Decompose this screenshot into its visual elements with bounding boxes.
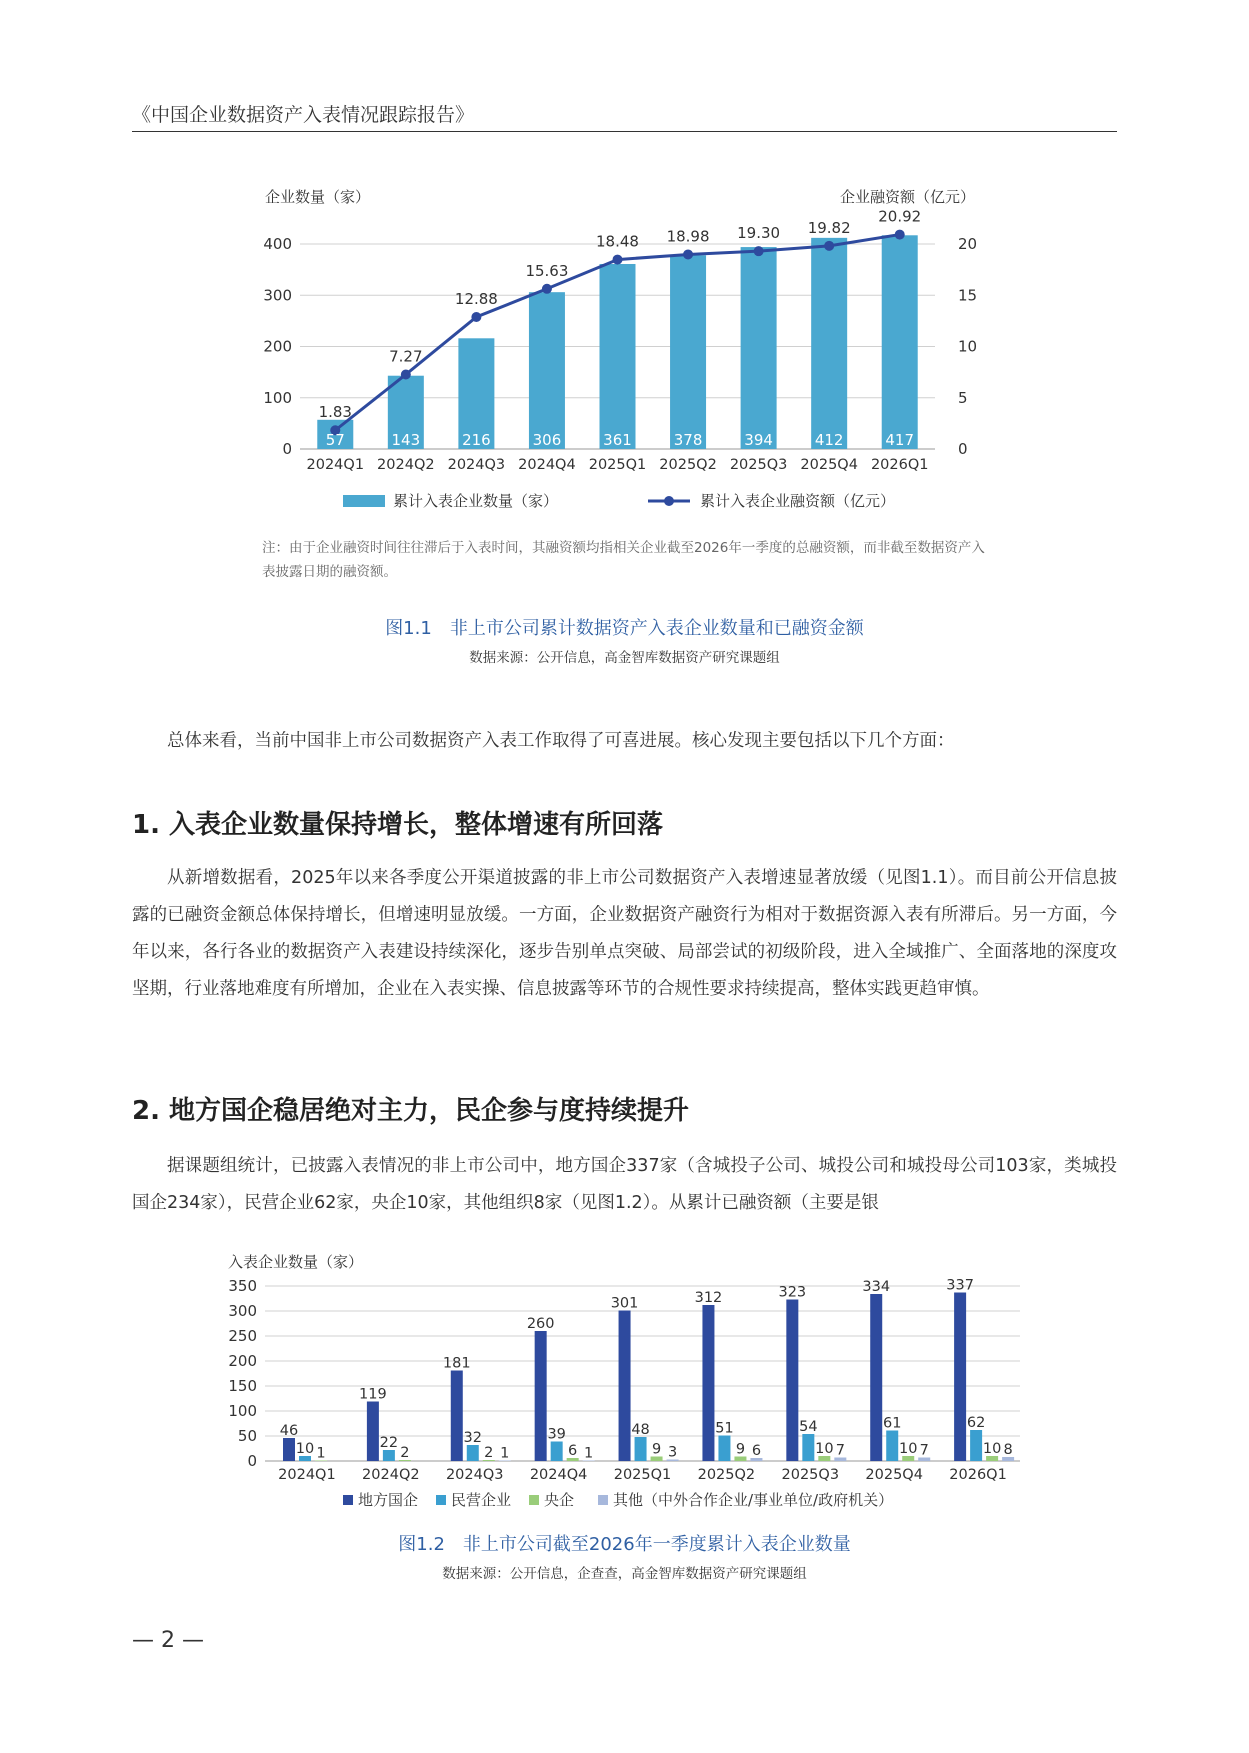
chart2-bar <box>467 1445 479 1461</box>
chart1-left-tick-label: 300 <box>263 286 292 305</box>
chart2-y-tick-label: 100 <box>228 1402 257 1420</box>
chart1-line-point <box>895 230 905 240</box>
chart2-x-tick-label: 2024Q1 <box>278 1467 336 1483</box>
chart1-x-tick-label: 2024Q4 <box>518 457 576 473</box>
chart2-x-tick-label: 2025Q4 <box>865 1467 923 1483</box>
chart1-bar-value-label: 216 <box>462 431 491 449</box>
chart1-bar-value-label: 378 <box>673 431 703 449</box>
chart2-x-tick-label: 2025Q1 <box>613 1467 672 1483</box>
chart2-legend-swatch <box>343 1495 353 1505</box>
chart1-line-value-label: 18.98 <box>666 227 710 246</box>
chart1-bar-value-label: 57 <box>325 431 345 449</box>
chart1-bar-value-label: 143 <box>391 431 421 449</box>
chart2-bar-value-label: 2 <box>484 1445 494 1461</box>
chart1-left-tick-label: 200 <box>263 337 292 356</box>
section-2-heading: 2. 地方国企稳居绝对主力，民企参与度持续提升 <box>132 1096 690 1126</box>
page-number: — 2 — <box>132 1628 204 1653</box>
chart2-bar-value-label: 2 <box>400 1445 410 1461</box>
chart1-x-tick-label: 2026Q1 <box>870 457 929 473</box>
chart1-bar <box>600 264 636 449</box>
intro-paragraph: 总体来看，当前中国非上市公司数据资产入表工作取得了可喜进展。核心发现主要包括以下几个方面： <box>167 731 955 751</box>
chart1-left-tick-label: 400 <box>263 235 292 253</box>
chart2-x-tick-label: 2024Q4 <box>529 1467 588 1483</box>
chart1-right-tick-label: 15 <box>958 286 978 305</box>
chart2-bar <box>886 1431 898 1462</box>
chart2-bar-value-label: 1 <box>584 1445 594 1462</box>
chart2-bar-value-label: 46 <box>279 1423 299 1439</box>
chart1-legend-line-label: 累计入表企业融资额（亿元） <box>700 492 896 510</box>
chart2-y-axis-title: 入表企业数量（家） <box>228 1253 364 1271</box>
chart2-x-tick-label: 2025Q3 <box>781 1467 840 1483</box>
chart2-legend-label: 其他（中外合作企业/事业单位/政府机关） <box>613 1491 894 1509</box>
chart1-line-value-label: 20.92 <box>878 207 922 226</box>
chart1-line-value-label: 19.82 <box>807 218 851 237</box>
chart1-bar <box>882 235 918 449</box>
chart2-bar-value-label: 48 <box>631 1422 650 1438</box>
chart1-right-tick-label: 0 <box>958 440 968 458</box>
chart2-x-tick-label: 2026Q1 <box>949 1467 1007 1483</box>
chart1-bar-value-label: 306 <box>532 431 562 449</box>
chart2-bar-value-label: 61 <box>882 1415 902 1432</box>
chart2-bar <box>702 1305 714 1461</box>
chart2-bar <box>551 1442 563 1462</box>
chart2-legend-label: 央企 <box>544 1491 575 1509</box>
chart1-line-value-label: 15.63 <box>525 261 569 280</box>
chart2-y-tick-label: 150 <box>228 1377 257 1395</box>
chart1-legend-line-marker <box>664 496 674 506</box>
chart2-bar-value-label: 301 <box>610 1295 639 1312</box>
chart2-bar <box>718 1436 730 1462</box>
chart1-bar <box>670 255 706 449</box>
chart2-x-tick-label: 2025Q2 <box>697 1467 756 1483</box>
chart1-line-point <box>542 284 552 294</box>
chart2-bar-value-label: 119 <box>359 1386 387 1403</box>
chart2-bar-value-label: 6 <box>568 1443 578 1459</box>
chart1-line-point <box>754 246 764 256</box>
chart1-line-point <box>824 241 834 251</box>
chart1-line-value-label: 18.48 <box>596 232 639 251</box>
chart2-legend-swatch <box>529 1495 539 1505</box>
chart2-bar-value-label: 9 <box>735 1441 746 1458</box>
chart2-bar <box>451 1371 463 1462</box>
chart1-bar-value-label: 412 <box>814 431 844 449</box>
chart1-note: 注：由于企业融资时间往往滞后于入表时间，其融资额均指相关企业截至2026年一季度的总融资额，而非截至数据资产入表披露日期的融资额。 <box>262 540 985 580</box>
chart2-legend-swatch <box>436 1495 446 1505</box>
figure-2-caption: 图1.2 非上市公司截至2026年一季度累计入表企业数量 <box>398 1534 851 1555</box>
chart1-x-tick-label: 2024Q3 <box>447 457 506 473</box>
chart2-y-tick-label: 300 <box>228 1302 257 1320</box>
chart2-bar-value-label: 10 <box>815 1441 834 1457</box>
chart2-bar-value-label: 337 <box>946 1277 974 1294</box>
chart2-bar <box>970 1430 982 1461</box>
chart2-x-tick-label: 2024Q2 <box>362 1467 420 1483</box>
chart2-bar <box>619 1311 631 1462</box>
chart2-bar <box>954 1293 966 1462</box>
chart1-x-tick-label: 2025Q1 <box>588 457 647 473</box>
figure-1-caption: 图1.1 非上市公司累计数据资产入表企业数量和已融资金额 <box>385 618 864 639</box>
chart1-line-value-label: 19.30 <box>737 224 781 243</box>
chart1-x-tick-label: 2024Q1 <box>306 457 365 473</box>
chart1-line-value-label: 12.88 <box>454 289 498 308</box>
chart2-bar-value-label: 8 <box>1003 1442 1013 1458</box>
chart2-bar-value-label: 312 <box>694 1290 723 1306</box>
chart2-bar-value-label: 3 <box>667 1444 678 1461</box>
chart2-bar-value-label: 260 <box>526 1316 555 1332</box>
chart2-bar-value-label: 10 <box>982 1441 1002 1457</box>
chart2-bar-value-label: 334 <box>862 1279 891 1295</box>
chart1-line-point <box>471 312 481 322</box>
section-1-heading: 1. 入表企业数量保持增长，整体增速有所回落 <box>132 810 664 840</box>
chart2-bar-value-label: 62 <box>966 1415 986 1431</box>
chart1-line-point <box>613 255 623 265</box>
chart2-bar-value-label: 32 <box>463 1430 483 1446</box>
chart2-y-tick-label: 50 <box>237 1427 257 1445</box>
chart2-bar-value-label: 9 <box>651 1441 662 1458</box>
chart2-y-tick-label: 200 <box>228 1352 257 1370</box>
chart1-right-axis-title: 企业融资额（亿元） <box>839 188 975 206</box>
chart-1 <box>0 0 1249 540</box>
chart2-bar-value-label: 6 <box>751 1443 762 1459</box>
chart1-x-tick-label: 2025Q2 <box>659 457 717 473</box>
chart2-y-tick-label: 0 <box>247 1452 257 1470</box>
chart1-line-value-label: 1.83 <box>318 403 352 422</box>
chart1-left-axis-title: 企业数量（家） <box>265 188 371 206</box>
chart2-y-tick-label: 350 <box>228 1277 257 1295</box>
chart2-legend-swatch <box>598 1495 608 1505</box>
figure-2-source: 数据来源：公开信息，企查查，高金智库数据资产研究课题组 <box>442 1566 807 1582</box>
running-header: 《中国企业数据资产入表情况跟踪报告》 <box>132 104 475 126</box>
chart1-bar-value-label: 417 <box>885 431 915 449</box>
chart1-left-tick-label: 0 <box>282 440 292 458</box>
chart1-line-point <box>401 369 411 379</box>
chart1-bar <box>811 238 847 449</box>
chart1-legend-bar-label: 累计入表企业数量（家） <box>393 492 559 510</box>
chart2-bar-value-label: 1 <box>500 1445 510 1462</box>
chart2-bar-value-label: 323 <box>778 1284 807 1301</box>
chart2-bar <box>802 1434 814 1461</box>
chart2-bar-value-label: 10 <box>898 1441 918 1457</box>
chart2-bar <box>786 1300 798 1462</box>
chart2-bar <box>535 1331 547 1461</box>
chart1-left-tick-label: 100 <box>263 388 292 407</box>
chart2-bar-value-label: 181 <box>442 1355 471 1372</box>
chart2-bar-value-label: 22 <box>379 1435 399 1451</box>
chart1-legend-bar-swatch <box>343 495 385 507</box>
chart1-x-tick-label: 2025Q4 <box>800 457 858 473</box>
chart2-legend-label: 民营企业 <box>451 1491 512 1509</box>
chart2-bar <box>635 1437 647 1461</box>
chart2-bar-value-label: 39 <box>547 1426 566 1443</box>
chart1-line-value-label: 7.27 <box>389 347 423 366</box>
chart1-line-point <box>683 249 693 259</box>
chart1-right-tick-label: 20 <box>958 235 978 253</box>
chart1-x-tick-label: 2025Q3 <box>729 457 788 473</box>
chart2-bar <box>283 1438 295 1461</box>
chart2-bar-value-label: 54 <box>799 1419 818 1435</box>
chart2-bar-value-label: 51 <box>715 1420 734 1437</box>
chart2-bar-value-label: 10 <box>295 1441 315 1457</box>
chart2-x-tick-label: 2024Q3 <box>445 1467 504 1483</box>
chart2-bar-value-label: 7 <box>835 1442 845 1459</box>
section-2-body: 据课题组统计，已披露入表情况的非上市公司中，地方国企337家（含城投子公司、城投公司和城投母公司103家，类城投国企234家），民营企业62家，央企10家，其他组织8家（见图1.2）。从累计已融资额（主要是银 <box>132 1156 1117 1213</box>
chart2-bar-value-label: 7 <box>919 1442 929 1459</box>
chart2-y-tick-label: 250 <box>228 1327 257 1345</box>
chart1-bar <box>741 247 777 449</box>
chart2-bar <box>870 1294 882 1461</box>
chart1-bar-value-label: 361 <box>603 431 632 449</box>
chart2-bar-value-label: 1 <box>316 1445 326 1462</box>
chart1-right-tick-label: 5 <box>958 388 968 407</box>
chart1-bar <box>529 292 565 449</box>
figure-1-source: 数据来源：公开信息，高金智库数据资产研究课题组 <box>469 650 780 666</box>
chart1-right-tick-label: 10 <box>958 337 978 356</box>
chart2-bar <box>383 1450 395 1461</box>
chart2-legend-label: 地方国企 <box>358 1491 419 1509</box>
chart1-bar-value-label: 394 <box>744 431 773 449</box>
section-1-body: 从新增数据看，2025年以来各季度公开渠道披露的非上市公司数据资产入表增速显著放缓（见图1.1）。而目前公开信息披露的已融资金额总体保持增长，但增速明显放缓。一方面，企业数据资产融资行为相对于数据资源入表有所滞后。另一方面，今年以来，各行各业的数据资产入表建设持续深化，逐步告别单点突破、局部尝试的初级阶段，进入全域推广、全面落地的深度攻坚期，行业落地难度有所增加，企业在入表实操、信息披露等环节的合规性要求持续提高，整体实践更趋审慎。 <box>132 868 1117 999</box>
chart2-bar <box>367 1402 379 1462</box>
chart1-x-tick-label: 2024Q2 <box>377 457 435 473</box>
